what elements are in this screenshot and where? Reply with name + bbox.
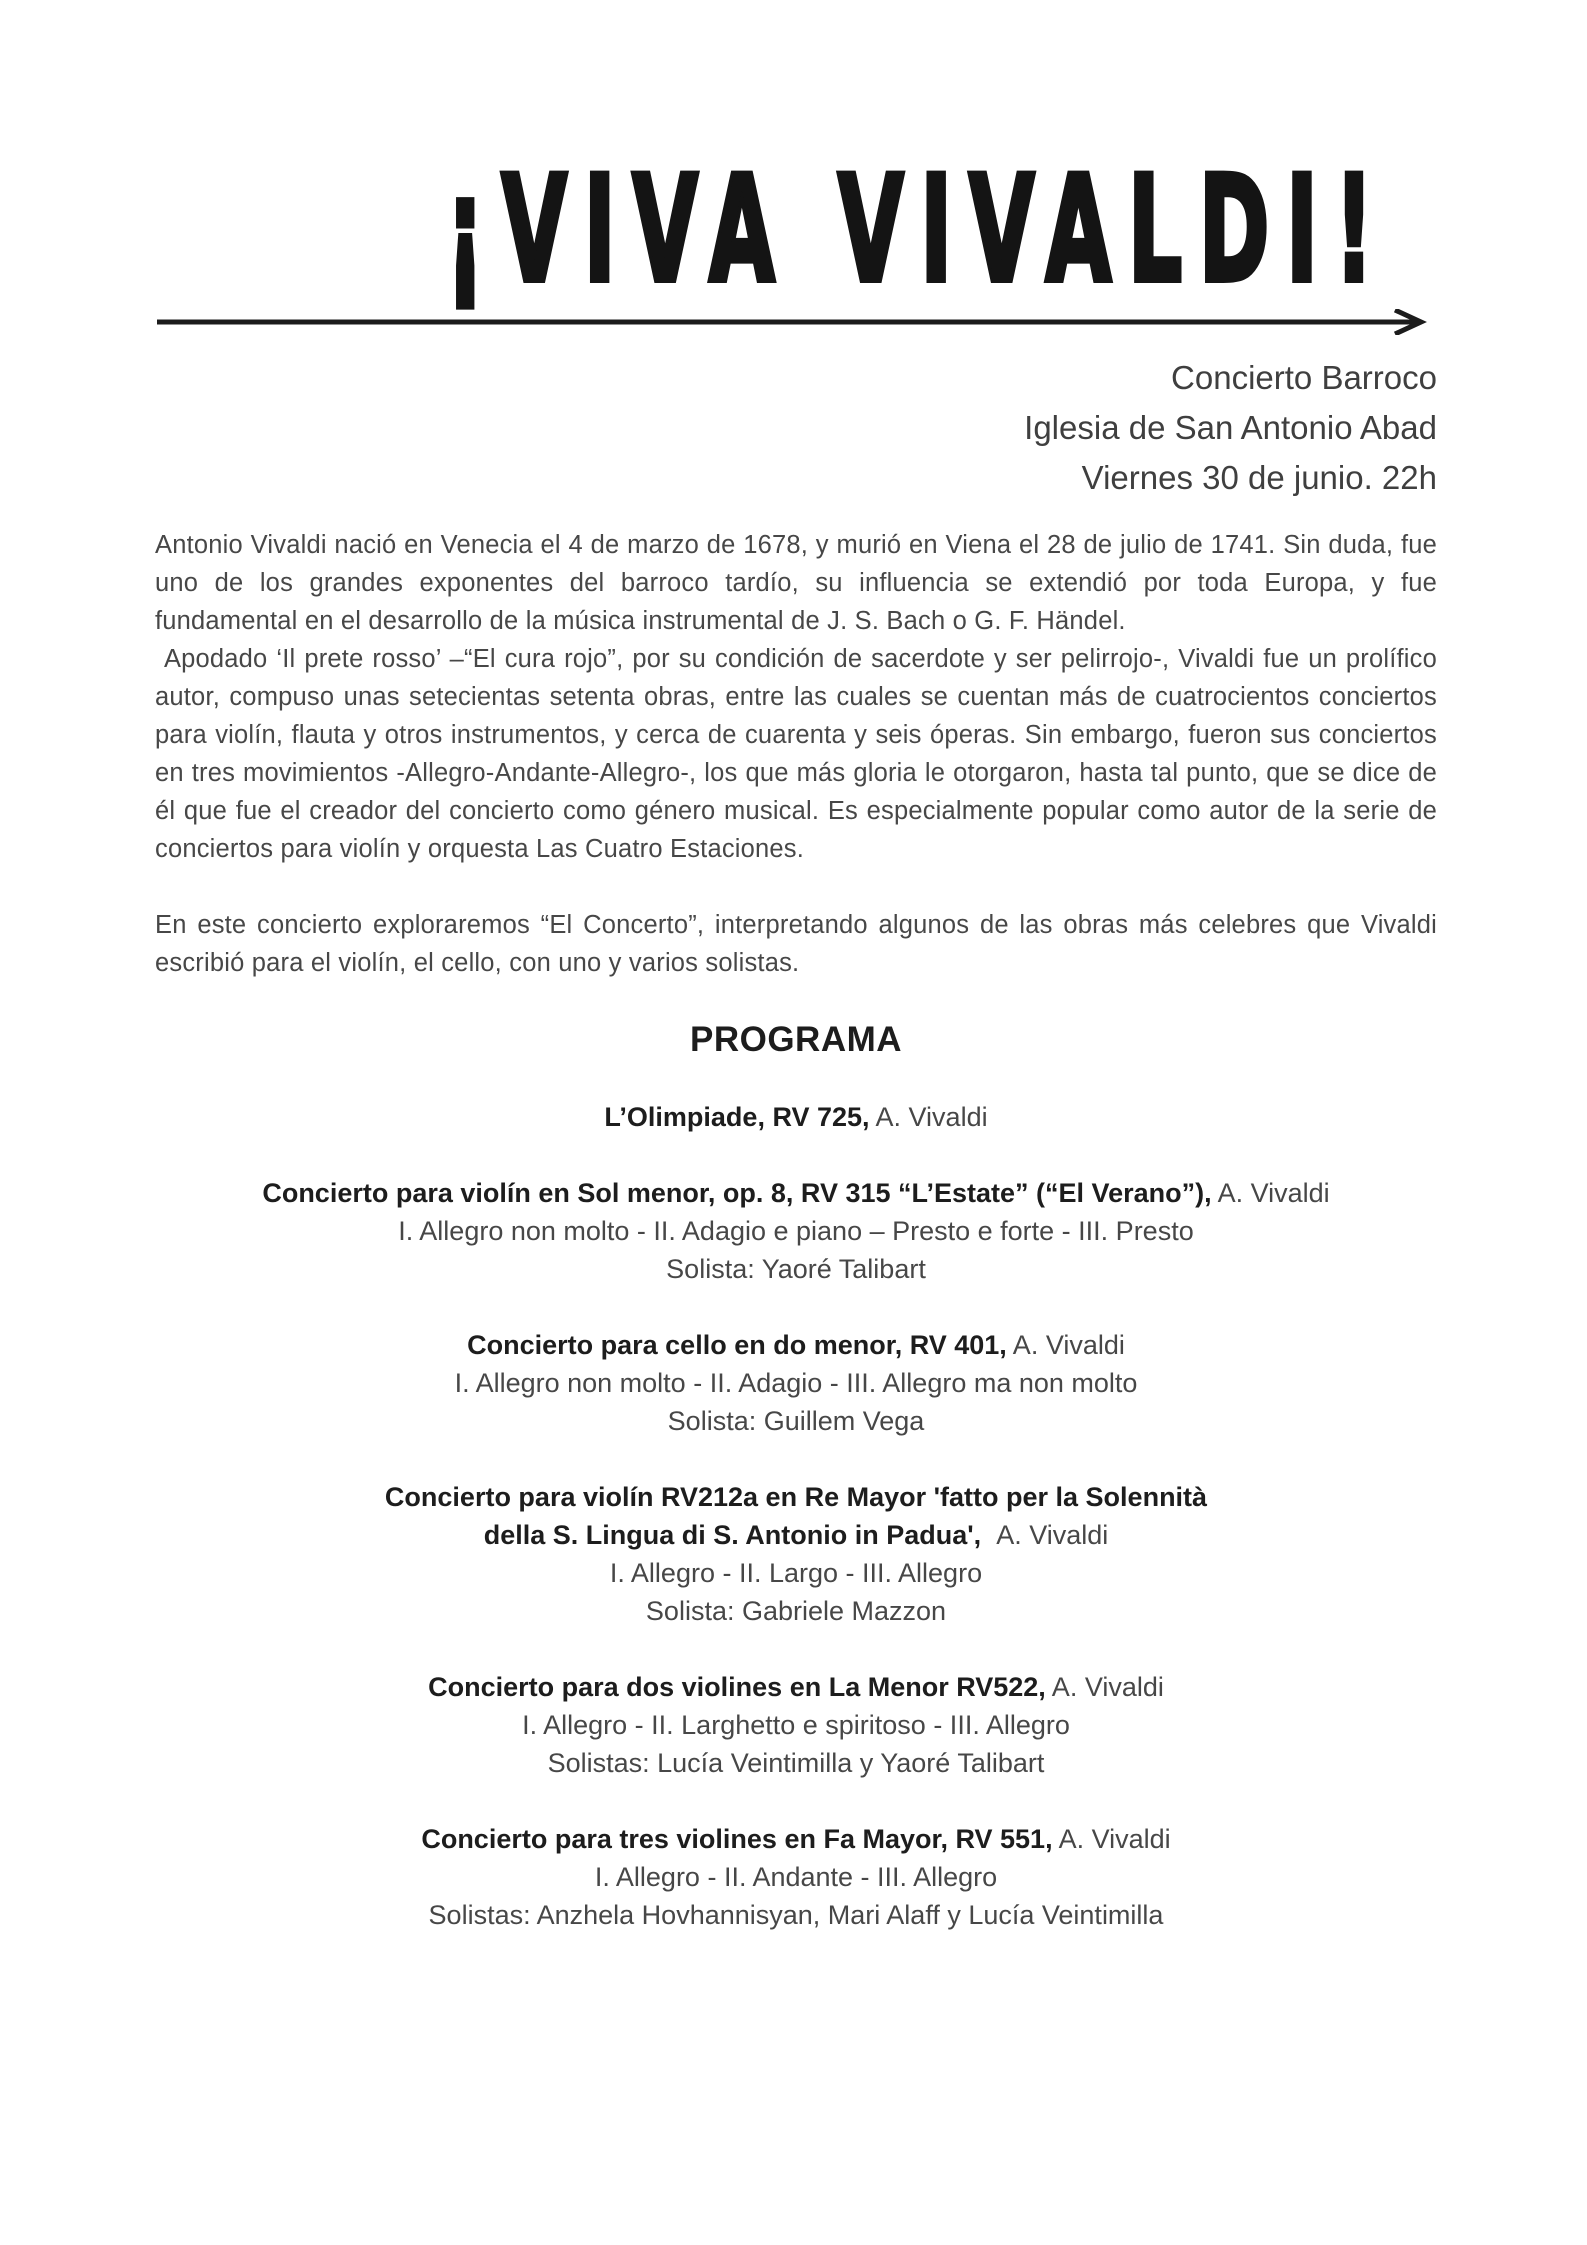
page-title-text: ¡VIVA VIVALDI! [445,145,1391,315]
page-title [277,145,1559,315]
page-content [0,145,1587,1934]
program-item [155,1478,1437,1630]
piece-composer: A. Vivaldi [1045,1672,1164,1702]
intro-paragraph-2: Apodado ‘Il prete rosso’ –“El cura rojo”, por su condición de sacerdote y ser pelirrojo-, Vivaldi fue un prolífico autor, compuso unas setecientas setenta obras, entre las cuales se cuentan más de cuatrocientos conciertos para violín, flauta y otros instrumentos, y cerca de cuarenta y seis óperas. Sin embargo, fueron sus conciertos en tres movimientos -Allegro-Andante-Allegro-, los que más gloria le otorgaron, hasta tal punto, que se dice de él que fue el creador del concierto como género musical. Es especialmente popular como autor de la serie de conciertos para violín y orquesta Las Cuatro Estaciones. [155,645,1437,863]
piece-title-line [155,1098,1437,1136]
piece-movements: I. Allegro non molto - II. Adagio - III. Allegro ma non molto [454,1368,1138,1398]
piece-title: Concierto para violín RV212a en Re Mayor 'fatto per la Solennità [384,1482,1208,1512]
program-item [155,1668,1437,1782]
piece-title-line [155,1478,1437,1516]
masthead [155,145,1437,503]
piece-title: L’Olimpiade, RV 725, [604,1102,870,1132]
program-item [155,1820,1437,1934]
piece-soloists: Solistas: Lucía Veintimilla y Yaoré Talibart [547,1748,1045,1778]
program-heading: PROGRAMA [689,1020,903,1059]
program-item [155,1326,1437,1440]
piece-title: Concierto para cello en do menor, RV 401, [467,1330,1007,1360]
piece-title-line [155,1820,1437,1858]
piece-soloists: Solista: Yaoré Talibart [666,1254,926,1284]
intro-paragraph-3: En este concierto exploraremos “El Concerto”, interpretando algunos de las obras más celebres que Vivaldi escribió para el violín, el cello, con uno y varios solistas. [155,911,1437,977]
piece-movements: I. Allegro - II. Largo - III. Allegro [609,1558,983,1588]
piece-movements: I. Allegro - II. Larghetto e spiritoso - III. Allegro [522,1710,1070,1740]
piece-composer: A. Vivaldi [1211,1178,1330,1208]
piece-title-line [155,1668,1437,1706]
piece-movements: I. Allegro non molto - II. Adagio e piano – Presto e forte - III. Presto [398,1216,1194,1246]
event-datetime: Viernes 30 de junio. 22h [1081,459,1437,496]
intro-paragraph-1: Antonio Vivaldi nació en Venecia el 4 de marzo de 1678, y murió en Viena el 28 de julio de 1741. Sin duda, fue uno de los grandes exponentes del barroco tardío, su influencia se extendió por toda Europa, y fue fundamental en el desarrollo de la música instrumental de J. S. Bach o G. F. Händel. [155,531,1437,635]
program-list [155,1098,1437,1934]
piece-composer: A. Vivaldi [981,1520,1109,1550]
piece-movements: I. Allegro - II. Andante - III. Allegro [594,1862,998,1892]
piece-title: Concierto para tres violines en Fa Mayor, RV 551, [421,1824,1053,1854]
program-item [155,1098,1437,1136]
piece-soloists: Solista: Gabriele Mazzon [645,1596,947,1626]
piece-title-line [155,1174,1437,1212]
event-details [155,353,1437,503]
piece-soloists: Solistas: Anzhela Hovhannisyan, Mari Alaff y Lucía Veintimilla [428,1900,1164,1930]
piece-title-line [155,1326,1437,1364]
piece-composer: A. Vivaldi [869,1102,988,1132]
piece-composer: A. Vivaldi [1052,1824,1171,1854]
piece-title-line [155,1516,1437,1554]
piece-composer: A. Vivaldi [1006,1330,1125,1360]
piece-soloists: Solista: Guillem Vega [667,1406,925,1436]
piece-title: Concierto para dos violines en La Menor RV522, [428,1672,1046,1702]
event-type: Concierto Barroco [1171,359,1437,396]
intro-section [155,526,1437,982]
event-venue: Iglesia de San Antonio Abad [1024,409,1437,446]
piece-title: della S. Lingua di S. Antonio in Padua', [483,1520,982,1550]
piece-title: Concierto para violín en Sol menor, op. 8, RV 315 “L’Estate” (“El Verano”), [262,1178,1212,1208]
program-item [155,1174,1437,1288]
